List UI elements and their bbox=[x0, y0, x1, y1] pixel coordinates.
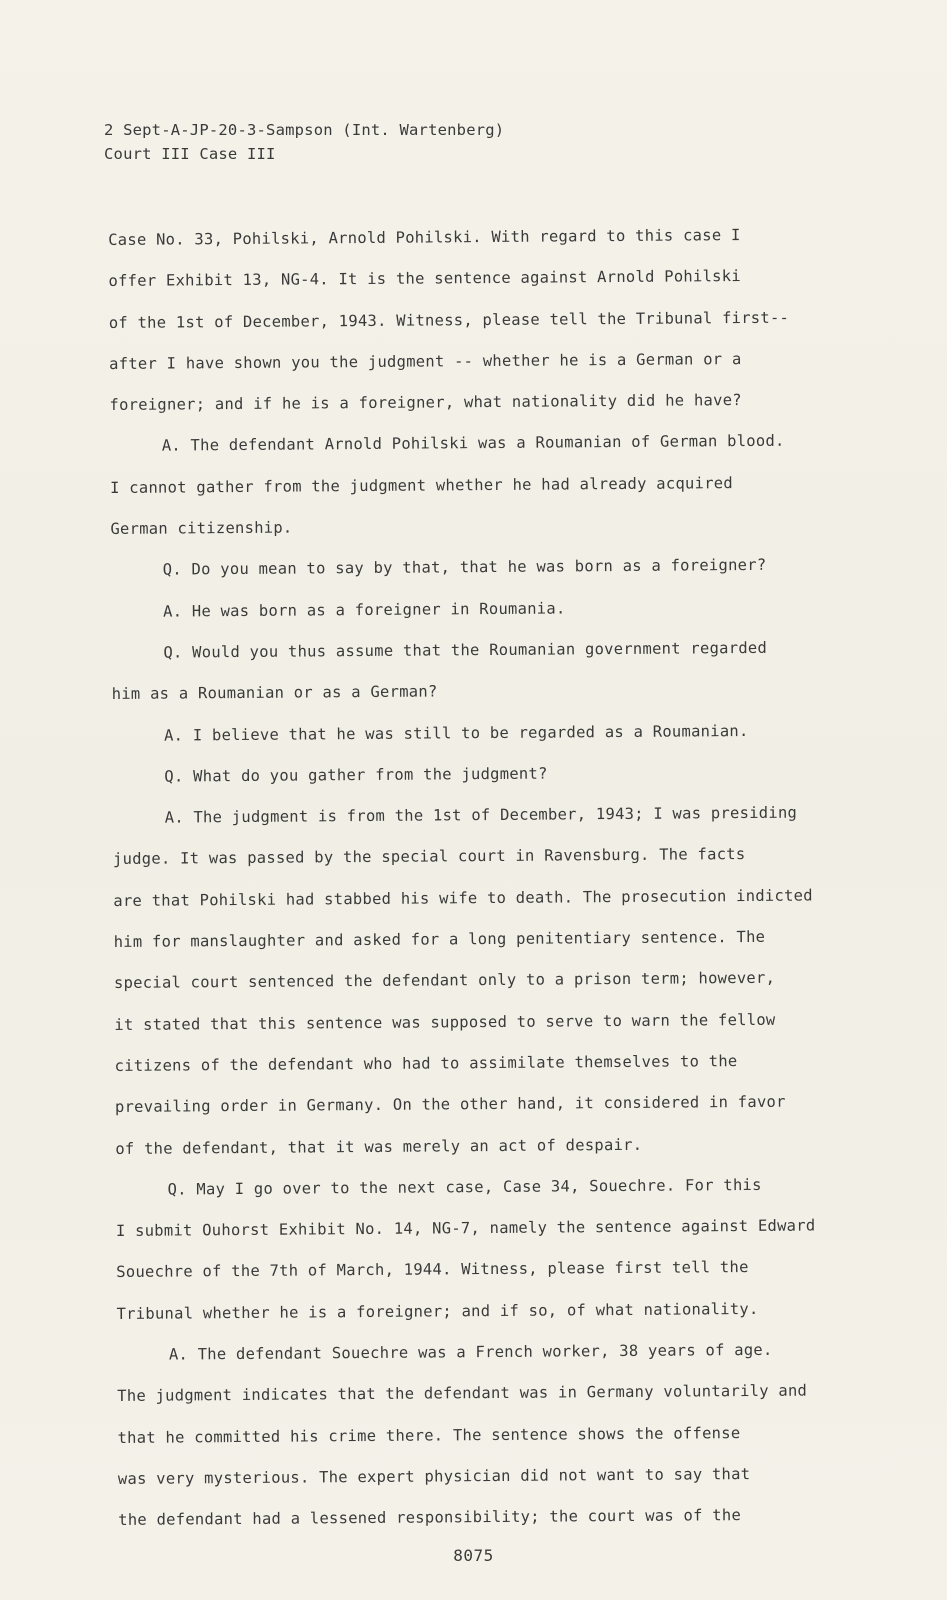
transcript-line: Q. Would you thus assume that the Roumanian government regarded bbox=[163, 638, 768, 662]
transcript-line: citizens of the defendant who had to assimilate themselves to the bbox=[114, 1052, 738, 1075]
transcript-line: The judgment indicates that the defendant was in Germany voluntarily and bbox=[117, 1381, 808, 1406]
transcript-line: I submit Ouhorst Exhibit No. 14, NG-7, namely the sentence against Edward bbox=[115, 1216, 816, 1241]
transcript-line: that he committed his crime there. The sentence shows the offense bbox=[117, 1423, 741, 1447]
transcript-line: I cannot gather from the judgment whether he had already acquired bbox=[110, 473, 733, 497]
transcript-line: the defendant had a lessened responsibility; the court was of the bbox=[118, 1506, 742, 1530]
transcript-line: special court sentenced the defendant only to a prison term; however, bbox=[113, 969, 776, 993]
transcript-line: Souechre of the 7th of March, 1944. Witness, please first tell the bbox=[116, 1258, 749, 1282]
transcript-line: A. The defendant Souechre was a French worker, 38 years of age. bbox=[168, 1340, 773, 1364]
transcript-line: it stated that this sentence was supposed to serve to warn the fellow bbox=[114, 1010, 776, 1034]
transcript-line: Q. What do you gather from the judgment? bbox=[164, 764, 548, 786]
transcript-line: Case No. 33, Pohilski, Arnold Pohilski. With regard to this case I bbox=[108, 226, 741, 249]
transcript-line: prevailing order in Germany. On the other hand, it considered in favor bbox=[114, 1092, 786, 1117]
transcript-line: Q. Do you mean to say by that, that he was born as a foreigner? bbox=[162, 556, 767, 579]
transcript-line: are that Pohilski had stabbed his wife to death. The prosecution indicted bbox=[113, 886, 813, 910]
transcript-line: him for manslaughter and asked for a long penitentiary sentence. The bbox=[113, 927, 766, 952]
transcript-body bbox=[108, 214, 888, 1542]
header-court-line: Court III Case III bbox=[104, 145, 276, 163]
transcript-line: A. The judgment is from the 1st of December, 1943; I was presiding bbox=[164, 803, 798, 827]
transcript-line: offer Exhibit 13, NG-4. It is the sentence against Arnold Pohilski bbox=[108, 267, 741, 291]
transcript-line: Q. May I go over to the next case, Case 34, Souechre. For this bbox=[167, 1175, 762, 1199]
transcript-line: A. The defendant Arnold Pohilski was a Roumanian of German blood. bbox=[161, 432, 785, 456]
page-number: 8075 bbox=[453, 1546, 494, 1565]
document-header bbox=[104, 118, 504, 166]
header-reference-line: 2 Sept-A-JP-20-3-Sampson (Int. Wartenberg) bbox=[104, 121, 505, 139]
transcript-line: A. He was born as a foreigner in Roumania. bbox=[163, 599, 566, 621]
transcript-line: him as a Roumanian or as a German? bbox=[111, 682, 438, 704]
transcript-line: was very mysterious. The expert physician did not want to say that bbox=[117, 1464, 751, 1488]
transcript-line: judge. It was passed by the special court in Ravensburg. The facts bbox=[112, 845, 746, 869]
transcript-line: after I have shown you the judgment -- whether he is a German or a bbox=[109, 349, 742, 373]
transcript-line: of the 1st of December, 1943. Witness, please tell the Tribunal first-- bbox=[108, 308, 790, 332]
transcript-line: A. I believe that he was still to be regarded as a Roumanian. bbox=[163, 721, 749, 745]
transcript-line: German citizenship. bbox=[110, 518, 293, 539]
transcript-line: of the defendant, that it was merely an act of despair. bbox=[115, 1135, 643, 1158]
transcript-line: foreigner; and if he is a foreigner, what nationality did he have? bbox=[109, 391, 742, 415]
transcript-line: Tribunal whether he is a foreigner; and if so, of what nationality. bbox=[116, 1299, 759, 1323]
